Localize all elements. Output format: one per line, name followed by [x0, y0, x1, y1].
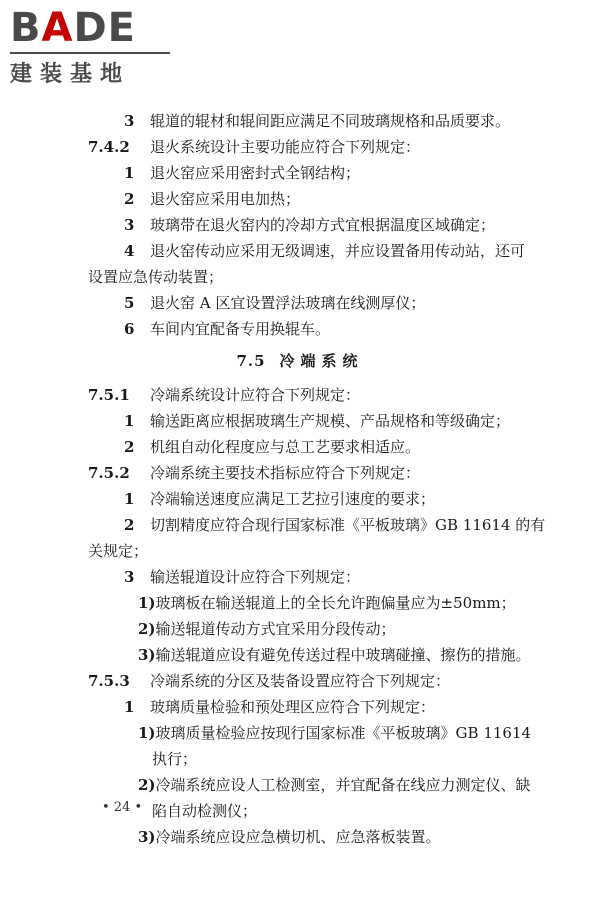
clause-number: 3)	[138, 646, 156, 664]
text-line	[0, 512, 600, 538]
text-line	[0, 290, 600, 316]
text-line	[0, 160, 600, 186]
text-line	[0, 694, 600, 720]
clause-text: 输送距离应根据玻璃生产规模、产品规格和等级确定；	[150, 412, 511, 430]
clause-number: 3	[124, 568, 135, 586]
text-line	[0, 642, 600, 668]
clause-text: 设置应急传动装置；	[88, 268, 224, 286]
logo-wordmark: B A DE	[10, 5, 136, 51]
text-line	[0, 238, 600, 264]
text-line	[0, 264, 600, 290]
text-line	[0, 408, 600, 434]
clause-text: 退火窑应采用电加热；	[150, 190, 301, 208]
text-line	[0, 108, 600, 134]
clause-number: 2	[124, 516, 135, 534]
clause-text: 玻璃质量检验和预处理区应符合下列规定：	[150, 698, 436, 716]
clause-number: 7.5.2	[88, 464, 130, 482]
text-line	[0, 382, 600, 408]
text-line	[0, 590, 600, 616]
clause-text: 退火系统设计主要功能应符合下列规定：	[150, 138, 421, 156]
document-body	[0, 108, 600, 850]
clause-number: 3)	[138, 828, 156, 846]
text-line	[0, 538, 600, 564]
page-number: • 24 •	[102, 800, 143, 815]
clause-number: 3	[124, 216, 135, 234]
section-number: 7.5	[236, 352, 266, 370]
clause-text: 车间内宜配备专用换辊车。	[150, 320, 331, 338]
text-line	[0, 460, 600, 486]
clause-number: 7.5.1	[88, 386, 130, 404]
clause-text: 玻璃板在输送辊道上的全长允许跑偏量应为±50mm；	[155, 594, 516, 612]
clause-number: 7.5.3	[88, 672, 130, 690]
text-line	[0, 212, 600, 238]
clause-text: 机组自动化程度应与总工艺要求相适应。	[150, 438, 421, 456]
clause-number: 1	[124, 698, 135, 716]
text-line	[0, 564, 600, 590]
bade-logo	[10, 6, 180, 88]
section-heading: 冷端系统	[279, 352, 364, 370]
clause-number: 5	[124, 294, 135, 312]
clause-number: 3	[124, 112, 135, 130]
logo-chinese-text: 建装基地	[10, 62, 131, 87]
text-line	[0, 186, 600, 212]
text-line	[0, 486, 600, 512]
clause-text: 玻璃带在退火窑内的冷却方式宜根据温度区域确定；	[150, 216, 496, 234]
clause-number: 1	[124, 490, 135, 508]
clause-text: 关规定；	[88, 542, 149, 560]
text-line	[0, 824, 600, 850]
clause-number: 7.4.2	[88, 138, 130, 156]
clause-number: 2	[124, 438, 135, 456]
clause-number: 2)	[138, 776, 156, 794]
text-line	[0, 434, 600, 460]
clause-text: 辊道的辊材和辊间距应满足不同玻璃规格和品质要求。	[150, 112, 511, 130]
clause-number: 6	[124, 320, 135, 338]
clause-text: 输送辊道设计应符合下列规定：	[150, 568, 361, 586]
text-line	[0, 798, 600, 824]
clause-text: 冷端系统应设应急横切机、应急落板装置。	[155, 828, 441, 846]
clause-text: 输送辊道应设有避免传送过程中玻璃碰撞、擦伤的措施。	[155, 646, 531, 664]
clause-text: 冷端输送速度应满足工艺拉引速度的要求；	[150, 490, 436, 508]
text-line	[0, 134, 600, 160]
clause-number: 1	[124, 412, 135, 430]
clause-text: 退火窑应采用密封式全钢结构；	[150, 164, 361, 182]
clause-text: 陷自动检测仪；	[152, 802, 258, 820]
text-line	[0, 720, 600, 746]
clause-text: 冷端系统设计应符合下列规定：	[150, 386, 361, 404]
clause-text: 冷端系统应设人工检测室，并宜配备在线应力测定仪、缺	[155, 776, 531, 794]
clause-number: 2	[124, 190, 135, 208]
text-line	[0, 616, 600, 642]
clause-text: 冷端系统主要技术指标应符合下列规定：	[150, 464, 421, 482]
clause-number: 1)	[138, 724, 156, 742]
text-line	[0, 746, 600, 772]
section-title	[0, 348, 600, 374]
logo-accent-letter: A	[41, 5, 74, 51]
clause-number: 2)	[138, 620, 156, 638]
clause-number: 4	[124, 242, 135, 260]
clause-text: 切割精度应符合现行国家标准《平板玻璃》GB 11614 的有	[150, 516, 546, 534]
clause-text: 玻璃质量检验应按现行国家标准《平板玻璃》GB 11614	[155, 724, 532, 742]
clause-number: 1)	[138, 594, 156, 612]
text-line	[0, 772, 600, 798]
clause-text: 退火窑传动应采用无级调速，并应设置备用传动站，还可	[150, 242, 526, 260]
clause-text: 冷端系统的分区及装备设置应符合下列规定：	[150, 672, 451, 690]
clause-number: 1	[124, 164, 135, 182]
text-line	[0, 668, 600, 694]
logo-divider	[10, 52, 170, 54]
clause-text: 执行；	[152, 750, 198, 768]
clause-text: 退火窑 A 区宜设置浮法玻璃在线测厚仪；	[150, 294, 426, 312]
clause-text: 输送辊道传动方式宜采用分段传动；	[155, 620, 396, 638]
text-line	[0, 316, 600, 342]
